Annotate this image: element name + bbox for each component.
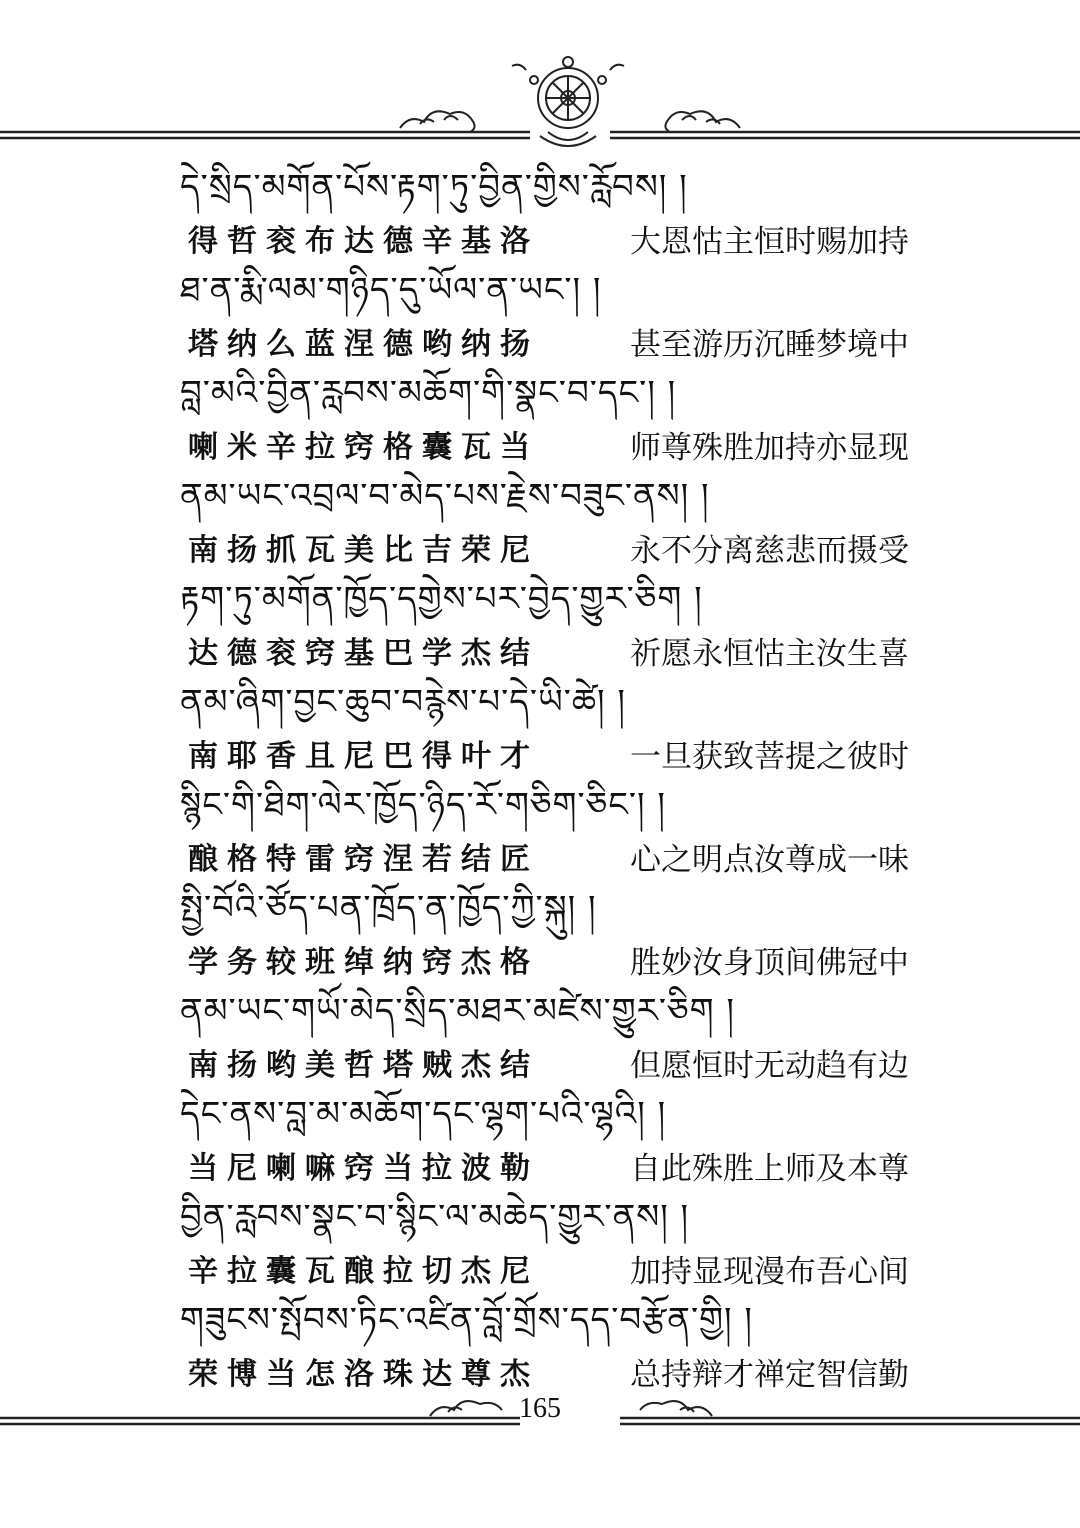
- translation-line: 总持辩才禅定智信勤: [630, 1357, 909, 1393]
- verse: [180, 160, 940, 263]
- tibetan-line: གཟུངས་སྤོབས་ཏིང་འཛིན་བློ་གྲོས་དད་བརྩོན་གྱི། །: [180, 1300, 753, 1340]
- header-ornament: [0, 40, 1080, 160]
- tibetan-line: ནམ་ཞིག་བྱང་ཆུབ་བརྙེས་པ་དེ་ཡི་ཚེ། །: [180, 682, 626, 722]
- translation-line: 永不分离慈悲而摄受: [630, 533, 909, 569]
- verse: [180, 263, 940, 366]
- pronunciation-line: 塔纳么蓝涅德哟纳扬: [188, 327, 539, 362]
- translation-line: 但愿恒时无动趋有边: [630, 1048, 909, 1084]
- translation-line: 自此殊胜上师及本尊: [630, 1151, 909, 1187]
- verse: [180, 778, 940, 881]
- tibetan-line: ནམ་ཡང་གཡོ་མེད་སྲིད་མཐར་མཛེས་གྱུར་ཅིག །: [180, 991, 735, 1031]
- verse: [180, 1190, 940, 1293]
- translation-line: 师尊殊胜加持亦显现: [630, 430, 909, 466]
- translation-line: 一旦获致菩提之彼时: [630, 739, 909, 775]
- translation-line: 甚至游历沉睡梦境中: [630, 327, 909, 363]
- pronunciation-line: 学务较班绰纳窍杰格: [188, 945, 539, 980]
- verse: [180, 881, 940, 984]
- pronunciation-line: 辛拉囊瓦酿拉切杰尼: [188, 1254, 539, 1289]
- verse: [180, 469, 940, 572]
- tibetan-line: བྱིན་རླབས་སྣང་བ་སྙིང་ལ་མཆེད་གྱུར་ནས། །: [180, 1197, 690, 1237]
- tibetan-line: དེ་སྲིད་མགོན་པོས་རྟག་ཏུ་བྱིན་གྱིས་རློབས། །: [180, 167, 688, 207]
- verse: [180, 675, 940, 778]
- verse-list: [180, 160, 940, 1396]
- left-cloud-icon: [400, 111, 475, 132]
- translation-line: 祈愿永恒怙主汝生喜: [630, 636, 909, 672]
- tibetan-line: རྟག་ཏུ་མགོན་ཁྱོད་དགྱེས་པར་བྱེད་གྱུར་ཅིག །: [180, 579, 703, 619]
- translation-line: 大恩怙主恒时赐加持: [630, 224, 909, 260]
- tibetan-line: ནམ་ཡང་འབྲལ་བ་མེད་པས་རྗེས་བཟུང་ནས། །: [180, 476, 710, 516]
- pronunciation-line: 荣博当怎洛珠达尊杰: [188, 1357, 539, 1392]
- verse: [180, 572, 940, 675]
- verse: [180, 366, 940, 469]
- translation-line: 加持显现漫布吾心间: [630, 1254, 909, 1290]
- pronunciation-line: 南耶香且尼巴得叶才: [188, 739, 539, 774]
- pronunciation-line: 达德衮窍基巴学杰结: [188, 636, 539, 671]
- right-cloud-icon: [665, 111, 740, 132]
- translation-line: 胜妙汝身顶间佛冠中: [630, 945, 909, 981]
- pronunciation-line: 当尼喇嘛窍当拉波勒: [188, 1151, 539, 1186]
- pronunciation-line: 喇米辛拉窍格囊瓦当: [188, 430, 539, 465]
- pronunciation-line: 南扬抓瓦美比吉荣尼: [188, 533, 539, 568]
- verse: [180, 984, 940, 1087]
- tibetan-line: སྤྱི་བོའི་ཙོད་པན་ཁྲོད་ན་ཁྱོད་ཀྱི་སྐུ། །: [180, 888, 597, 928]
- pronunciation-line: 得哲衮布达德辛基洛: [188, 224, 539, 259]
- tibetan-line: ཐ་ན་རྨི་ལམ་གཉིད་དུ་ཡོལ་ན་ཡང་། །: [180, 270, 602, 310]
- translation-line: 心之明点汝尊成一味: [630, 842, 909, 878]
- tibetan-line: བླ་མའི་བྱིན་རླབས་མཆོག་གི་སྣང་བ་དང་། །: [180, 373, 677, 413]
- tibetan-line: སྙིང་གི་ཐིག་ལེར་ཁྱོད་ཉིད་རོ་གཅིག་ཅིང་། །: [180, 785, 666, 825]
- verse: [180, 1087, 940, 1190]
- pronunciation-line: 酿格特雷窍涅若结匠: [188, 842, 539, 877]
- pronunciation-line: 南扬哟美哲塔贼杰结: [188, 1048, 539, 1083]
- tibetan-line: དེང་ནས་བླ་མ་མཆོག་དང་ལྷག་པའི་ལྷའི། །: [180, 1094, 667, 1134]
- page-number: 165: [519, 1393, 561, 1424]
